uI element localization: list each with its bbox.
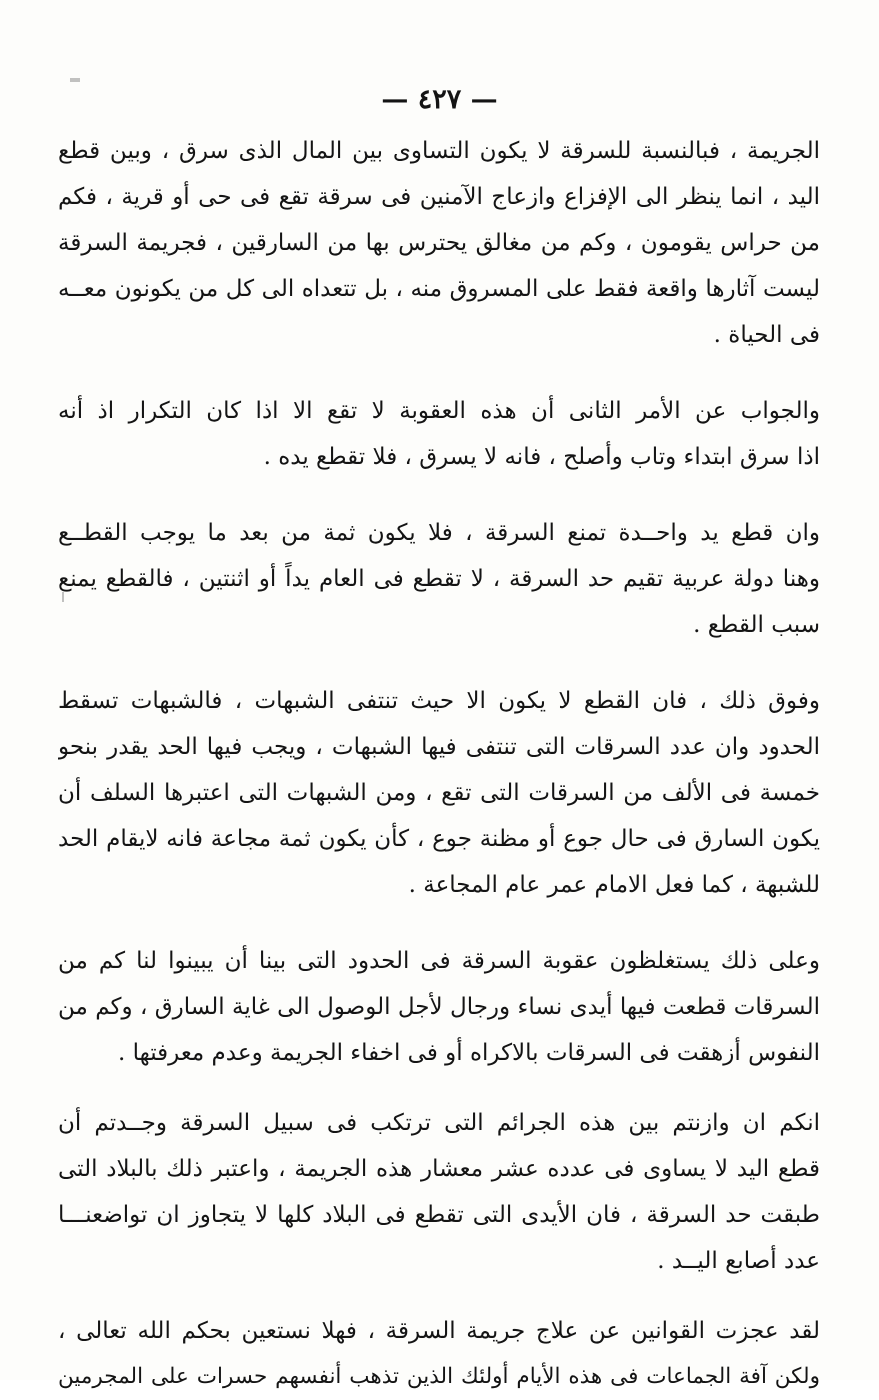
scan-speck <box>70 78 80 82</box>
text-line: الجريمة ، فبالنسبة للسرقة لا يكون التساوى بين المال الذى سرق ، وبين قطع <box>58 138 820 164</box>
paragraph-3 <box>58 510 820 648</box>
paragraph-gap <box>58 648 820 678</box>
text-line: فى الحياة . <box>713 322 820 348</box>
text-line: خمسة فى الألف من السرقات التى تقع ، ومن الشبهات التى اعتبرها السلف أن <box>58 780 820 806</box>
text-line: من حراس يقومون ، وكم من مغالق يحترس بها من السارقين ، فجريمة السرقة <box>58 230 820 256</box>
paragraph-gap <box>58 1284 820 1308</box>
paragraph-5 <box>58 938 820 1076</box>
page-body <box>58 128 820 1400</box>
text-line: والجواب عن الأمر الثانى أن هذه العقوبة لا تقع الا اذا كان التكرار اذ أنه <box>58 398 820 424</box>
paragraph-gap <box>58 908 820 938</box>
text-line: اليد ، انما ينظر الى الإفزاع وازعاج الآمنين فى سرقة تقع فى حى أو قرية ، فكم <box>58 184 820 210</box>
paragraph-gap <box>58 358 820 388</box>
text-line: وعلى ذلك يستغلظون عقوبة السرقة فى الحدود التى بينا أن يبينوا لنا كم من <box>58 948 820 974</box>
text-line: انكم ان وازنتم بين هذه الجرائم التى ترتكب فى سبيل السرقة وجــدتم أن <box>58 1110 820 1136</box>
text-line: يكون السارق فى حال جوع أو مظنة جوع ، كأن يكون ثمة مجاعة فانه لايقام الحد <box>58 826 820 852</box>
text-line: الحدود وان عدد السرقات التى تنتفى فيها الشبهات ، ويجب فيها الحد يقدر بنحو <box>58 734 820 760</box>
text-line: سبب القطع . <box>693 612 820 638</box>
text-line: ولكن آفة الجماعات فى هذه الأيام أولئك الذين تذهب أنفسهم حسرات على المجرمين <box>58 1364 820 1389</box>
text-line: النفوس أزهقت فى السرقات بالاكراه أو فى اخفاء الجريمة وعدم معرفتها . <box>117 1040 820 1066</box>
paragraph-2 <box>58 388 820 480</box>
text-line: قطع اليد لا يساوى فى عدده عشر معشار هذه الجريمة ، واعتبر ذلك بالبلاد التى <box>58 1156 820 1182</box>
text-line: طبقت حد السرقة ، فان الأيدى التى تقطع فى البلاد كلها لا يتجاوز ان تواضعنـــا <box>58 1202 820 1228</box>
text-line: وهنا دولة عربية تقيم حد السرقة ، لا تقطع فى العام يداً أو اثنتين ، فالقطع يمنع <box>58 566 820 592</box>
text-line: السرقات قطعت فيها أيدى نساء ورجال لأجل الوصول الى غاية السارق ، وكم من <box>58 994 820 1020</box>
paragraph-1 <box>58 128 820 358</box>
paragraph-6 <box>58 1100 820 1284</box>
paragraph-7 <box>58 1308 820 1400</box>
text-line: اذا سرق ابتداء وتاب وأصلح ، فانه لا يسرق ، فلا تقطع يده . <box>263 444 820 470</box>
scan-speck <box>62 592 64 602</box>
text-line: للشبهة ، كما فعل الامام عمر عام المجاعة . <box>408 872 820 898</box>
text-line: عدد أصابع اليــد . <box>657 1248 820 1274</box>
paragraph-gap <box>58 480 820 510</box>
paragraph-gap <box>58 1076 820 1100</box>
text-line: لقد عجزت القوانين عن علاج جريمة السرقة ، فهلا نستعين بحكم الله تعالى ، <box>58 1318 820 1344</box>
paragraph-4 <box>58 678 820 908</box>
text-line: وفوق ذلك ، فان القطع لا يكون الا حيث تنتفى الشبهات ، فالشبهات تسقط <box>58 688 820 714</box>
text-line: وان قطع يد واحــدة تمنع السرقة ، فلا يكون ثمة من بعد ما يوجب القطــع <box>58 520 820 546</box>
page-number: — ٤٢٧ — <box>381 84 498 115</box>
text-line: ليست آثارها واقعة فقط على المسروق منه ، بل تتعداه الى كل من يكونون معــه <box>58 276 820 302</box>
